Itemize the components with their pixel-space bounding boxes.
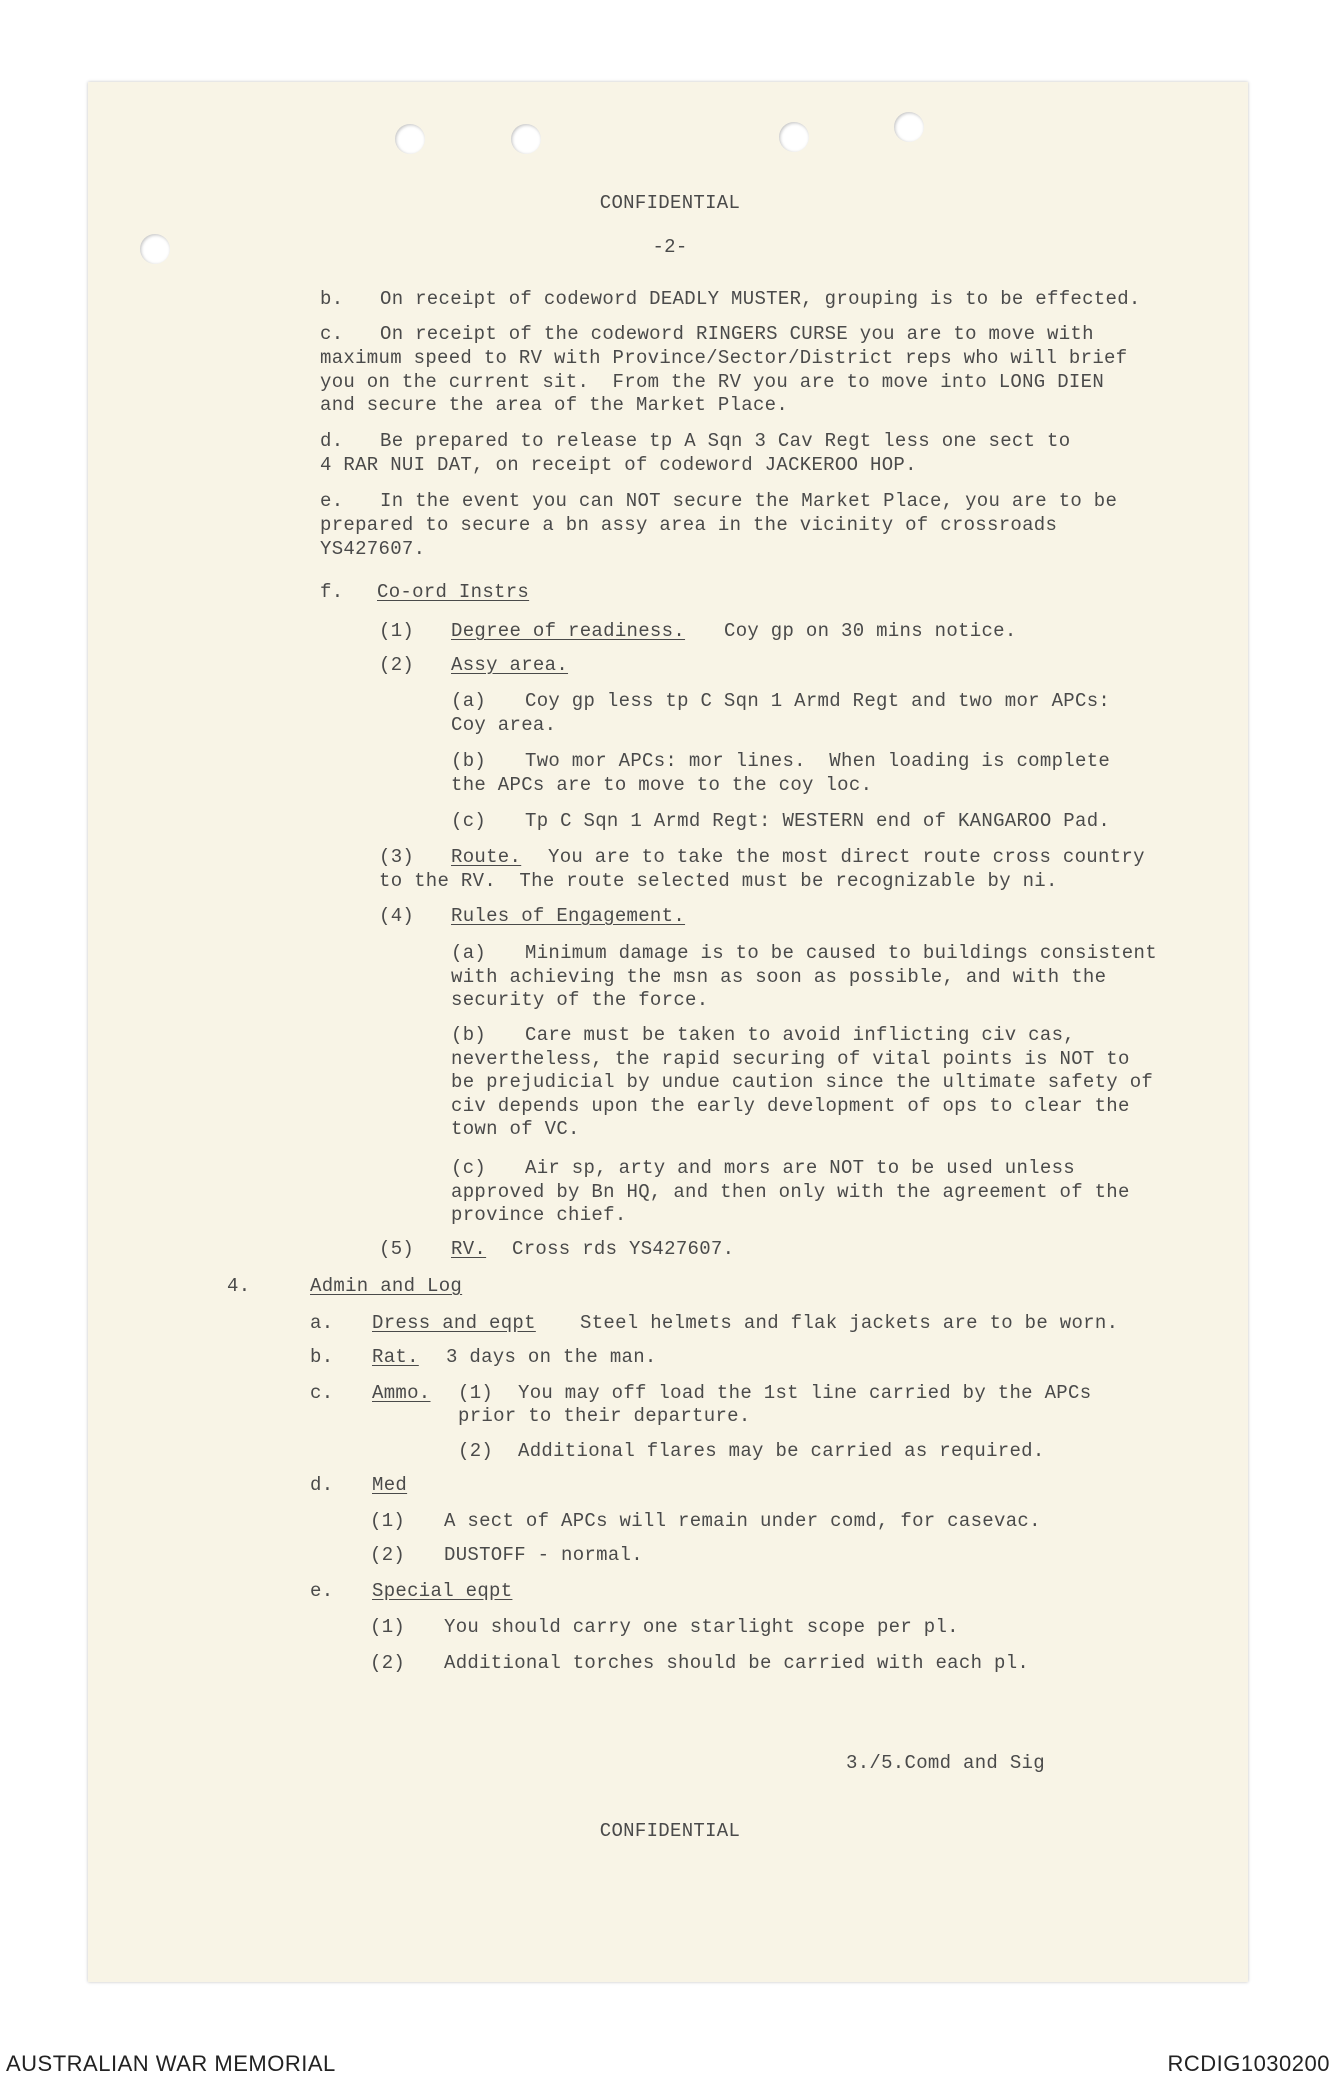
item-text: Coy gp on 30 mins notice. bbox=[724, 620, 1017, 642]
para-c-letter: c. bbox=[320, 323, 344, 345]
para-e-line: In the event you can NOT secure the Market Place, you are to be bbox=[380, 490, 1118, 512]
subitem-line: Coy gp less tp C Sqn 1 Armd Regt and two mor APCs: bbox=[525, 690, 1111, 712]
subitem-line: Tp C Sqn 1 Armd Regt: WESTERN end of KANGAROO Pad. bbox=[525, 810, 1111, 832]
item-number: (4) bbox=[379, 905, 415, 927]
para-heading: Rat. bbox=[372, 1346, 419, 1368]
item-line: to the RV. The route selected must be recognizable by ni. bbox=[379, 870, 1058, 892]
item-number: (2) bbox=[379, 654, 415, 676]
item-line: prior to their departure. bbox=[458, 1405, 751, 1427]
page-number: -2- bbox=[652, 236, 688, 258]
subitem-line: Coy area. bbox=[451, 714, 557, 736]
item-heading: Assy area. bbox=[451, 654, 569, 676]
subitem-line: Minimum damage is to be caused to buildings consistent bbox=[525, 942, 1157, 964]
item-number: (1) bbox=[370, 1510, 406, 1532]
para-letter: a. bbox=[310, 1312, 334, 1334]
item-number: (2) bbox=[370, 1652, 406, 1674]
para-heading: Med bbox=[372, 1474, 408, 1496]
subitem-label: (a) bbox=[451, 942, 487, 964]
item-heading: Rules of Engagement. bbox=[451, 905, 686, 927]
subitem-line: the APCs are to move to the coy loc. bbox=[451, 774, 873, 796]
para-e-line: prepared to secure a bn assy area in the vicinity of crossroads bbox=[320, 514, 1058, 536]
subitem-label: (a) bbox=[451, 690, 487, 712]
item-line: You are to take the most direct route cross country bbox=[548, 846, 1145, 868]
para-text: Steel helmets and flak jackets are to be worn. bbox=[580, 1312, 1119, 1334]
subitem-label: (c) bbox=[451, 810, 487, 832]
para-heading: Ammo. bbox=[372, 1382, 431, 1404]
para-b-letter: b. bbox=[320, 288, 344, 310]
item-text: DUSTOFF - normal. bbox=[444, 1544, 643, 1566]
para-e-letter: e. bbox=[320, 490, 344, 512]
item-number: (2) bbox=[370, 1544, 406, 1566]
para-letter: d. bbox=[310, 1474, 334, 1496]
punch-hole bbox=[779, 122, 809, 152]
subitem-line: with achieving the msn as soon as possible, and with the bbox=[451, 966, 1107, 988]
subitem-label: (b) bbox=[451, 1024, 487, 1046]
item-heading: Degree of readiness. bbox=[451, 620, 686, 642]
section-number: 4. bbox=[227, 1275, 251, 1297]
subitem-line: town of VC. bbox=[451, 1118, 580, 1140]
item-text: Additional torches should be carried with each pl. bbox=[444, 1652, 1030, 1674]
item-text: A sect of APCs will remain under comd, for casevac. bbox=[444, 1510, 1041, 1532]
para-c-line: and secure the area of the Market Place. bbox=[320, 394, 789, 416]
subitem-label: (c) bbox=[451, 1157, 487, 1179]
para-c-line: you on the current sit. From the RV you are to move into LONG DIEN bbox=[320, 371, 1105, 393]
item-heading: Route. bbox=[451, 846, 522, 868]
catchword: 3./5.Comd and Sig bbox=[846, 1752, 1045, 1774]
para-letter: e. bbox=[310, 1580, 334, 1602]
item-number: (2) bbox=[458, 1440, 494, 1462]
para-b-text: On receipt of codeword DEADLY MUSTER, grouping is to be effected. bbox=[380, 288, 1141, 310]
para-c-line: On receipt of the codeword RINGERS CURSE you are to move with bbox=[380, 323, 1094, 345]
item-number: (1) bbox=[370, 1616, 406, 1638]
item-text: Cross rds YS427607. bbox=[512, 1238, 735, 1260]
subitem-line: Care must be taken to avoid inflicting civ cas, bbox=[525, 1024, 1075, 1046]
item-heading: RV. bbox=[451, 1238, 487, 1260]
para-heading: Dress and eqpt bbox=[372, 1312, 536, 1334]
subitem-line: security of the force. bbox=[451, 989, 709, 1011]
subitem-line: civ depends upon the early development of ops to clear the bbox=[451, 1095, 1130, 1117]
item-number: (3) bbox=[379, 846, 415, 868]
subitem-label: (b) bbox=[451, 750, 487, 772]
item-text: You should carry one starlight scope per pl. bbox=[444, 1616, 959, 1638]
para-e-line: YS427607. bbox=[320, 538, 426, 560]
archive-footer-right: RCDIG1030200 bbox=[1167, 2051, 1330, 2076]
subitem-line: nevertheless, the rapid securing of vital points is NOT to bbox=[451, 1048, 1130, 1070]
para-d-line: 4 RAR NUI DAT, on receipt of codeword JACKEROO HOP. bbox=[320, 454, 917, 476]
punch-hole bbox=[395, 124, 425, 154]
item-line: You may off load the 1st line carried by the APCs bbox=[518, 1382, 1092, 1404]
subitem-line: Air sp, arty and mors are NOT to be used unless bbox=[525, 1157, 1075, 1179]
para-c-line: maximum speed to RV with Province/Sector/District reps who will brief bbox=[320, 347, 1128, 369]
item-number: (1) bbox=[379, 620, 415, 642]
para-d-letter: d. bbox=[320, 430, 344, 452]
subitem-line: approved by Bn HQ, and then only with the agreement of the bbox=[451, 1181, 1130, 1203]
item-text: Additional flares may be carried as required. bbox=[518, 1440, 1045, 1462]
subitem-line: be prejudicial by undue caution since the ultimate safety of bbox=[451, 1071, 1154, 1093]
punch-hole bbox=[511, 124, 541, 154]
para-f-letter: f. bbox=[320, 581, 344, 603]
archive-footer-left: AUSTRALIAN WAR MEMORIAL bbox=[6, 2051, 336, 2076]
section-heading: Admin and Log bbox=[310, 1275, 463, 1297]
classification-footer: CONFIDENTIAL bbox=[599, 1820, 741, 1842]
item-number: (5) bbox=[379, 1238, 415, 1260]
classification-header: CONFIDENTIAL bbox=[599, 192, 741, 214]
punch-hole bbox=[894, 112, 924, 142]
para-f-heading: Co-ord Instrs bbox=[377, 581, 530, 603]
item-number: (1) bbox=[458, 1382, 494, 1404]
para-text: 3 days on the man. bbox=[446, 1346, 657, 1368]
subitem-line: Two mor APCs: mor lines. When loading is complete bbox=[525, 750, 1111, 772]
para-letter: c. bbox=[310, 1382, 334, 1404]
para-letter: b. bbox=[310, 1346, 334, 1368]
para-heading: Special eqpt bbox=[372, 1580, 513, 1602]
subitem-line: province chief. bbox=[451, 1204, 627, 1226]
para-d-line: Be prepared to release tp A Sqn 3 Cav Regt less one sect to bbox=[380, 430, 1071, 452]
